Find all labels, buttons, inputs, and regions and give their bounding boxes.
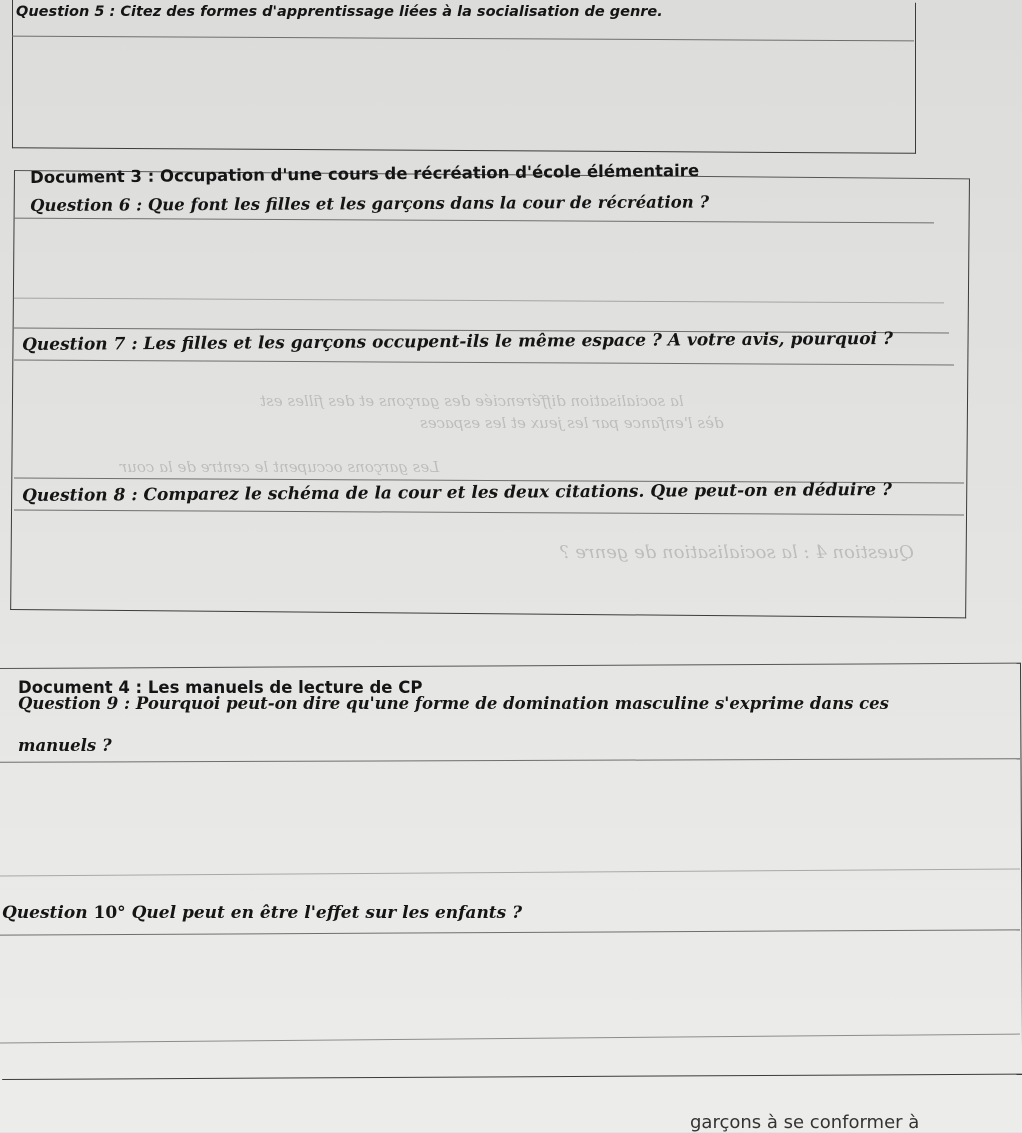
question-6: Question 6 : Que font les filles et les garçons dans la cour de récréation ? [30, 192, 710, 215]
bleed-through-text: Question 4 : la socialisation de genre ? [560, 542, 915, 563]
document-4-title: Document 4 : Les manuels de lecture de CP [18, 678, 423, 697]
document-3-title: Document 3 : Occupation d'une cours de récréation d'école élémentaire [30, 160, 700, 187]
q5-answer-box [12, 0, 916, 154]
bleed-through-text: Les garçons occupent le centre de la cour [120, 458, 440, 476]
bleed-through-text: dès l'enfance par les jeux et les espaces [420, 414, 724, 432]
bottom-partial-text: garçons à se conformer à [690, 1112, 920, 1133]
question-10 [2, 903, 522, 923]
question-10-text: Quel peut en être l'effet sur les enfants ? [131, 903, 523, 923]
question-5: Question 5 : Citez des formes d'apprentissage liées à la socialisation de genre. [16, 4, 663, 20]
question-7: Question 7 : Les filles et les garçons occupent-ils le même espace ? A votre avis, pourquoi ? [22, 328, 893, 355]
question-9-line-2: manuels ? [18, 736, 112, 755]
question-9-line-1: Question 9 : Pourquoi peut-on dire qu'une forme de domination masculine s'exprime dans ces [18, 694, 889, 713]
question-8: Question 8 : Comparez le schéma de la cour et les deux citations. Que peut-on en déduire ? [22, 479, 893, 506]
question-10-prefix: Question [2, 903, 88, 923]
question-10-number: 10° [93, 903, 126, 923]
bleed-through-text: la socialisation différenciée des garçons et des filles est [260, 392, 684, 410]
